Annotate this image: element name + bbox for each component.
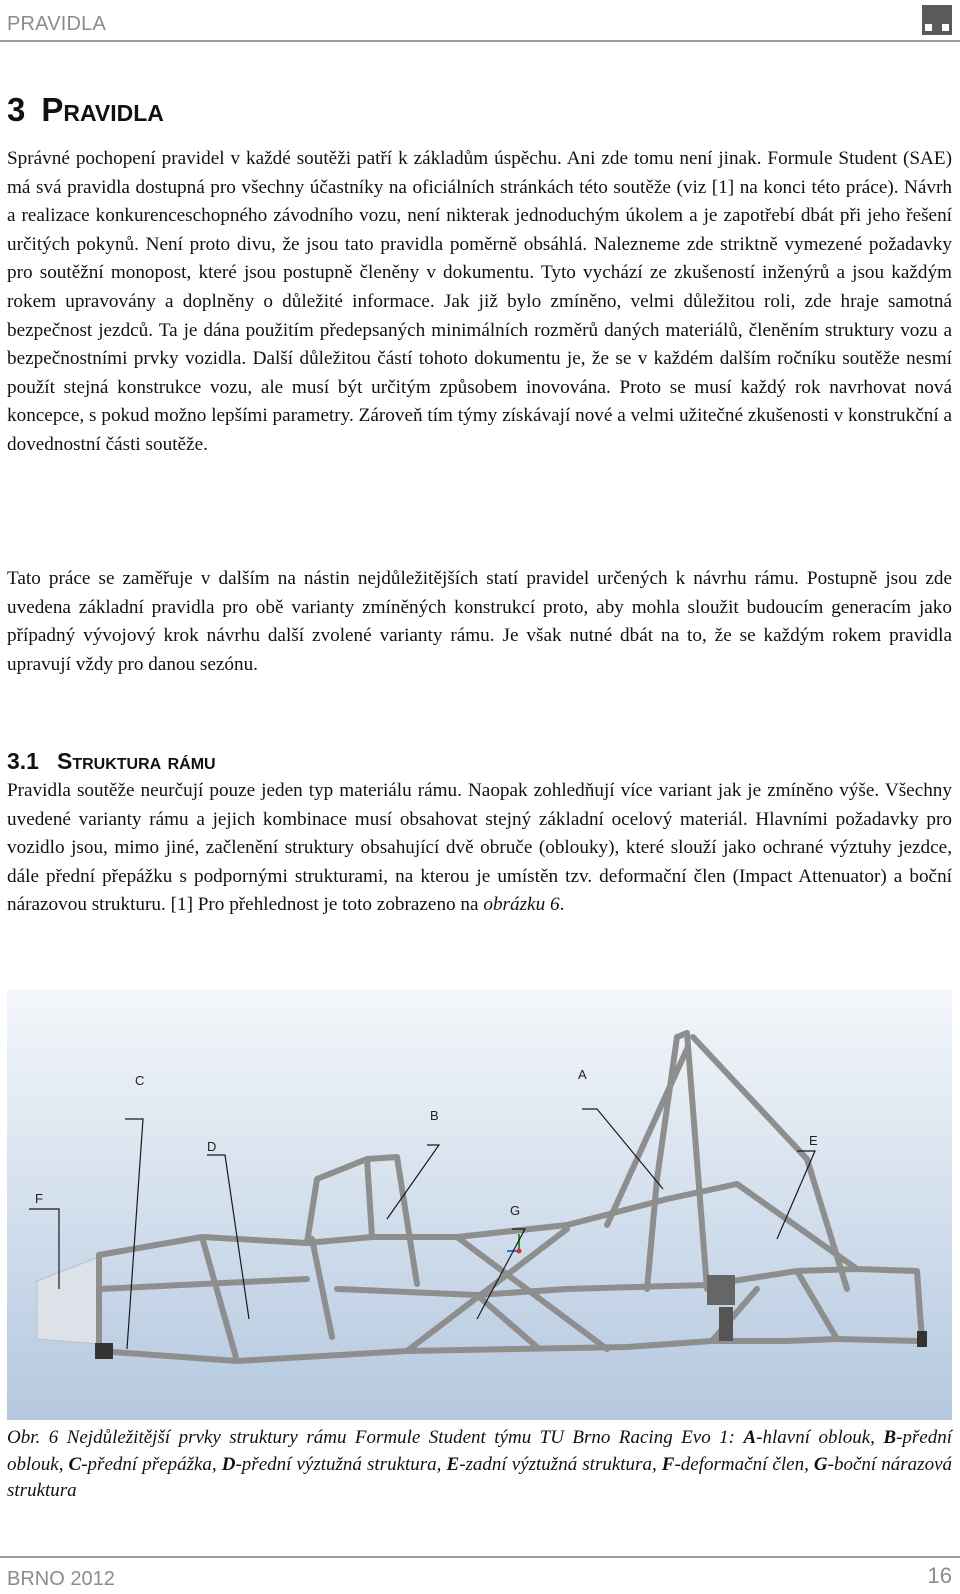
figure-reference: obrázku 6 [483,894,560,916]
footer-location-year: BRNO 2012 [7,1568,115,1590]
frame-tubes [99,1033,922,1361]
caption-key-f: F [661,1453,675,1475]
caption-text-f: -deformační člen, [674,1453,814,1475]
label-b: B [430,1108,439,1123]
caption-key-g: G [813,1453,828,1475]
label-e: E [809,1133,818,1148]
caption-key-c: C [68,1453,82,1475]
caption-text-g: -boční nárazová struktura [7,1453,952,1501]
rear-bracket [917,1331,927,1347]
caption-key-e: E [446,1453,460,1475]
caption-text-d: -přední výztužná struktura, [235,1453,447,1475]
header-rule [0,40,960,42]
chapter-heading [7,91,164,129]
caption-key-d: D [221,1453,236,1475]
suspension-mount [719,1307,733,1341]
label-d: D [207,1139,217,1154]
paragraph-frame-structure [7,777,952,920]
caption-key-b: B [883,1427,897,1448]
label-g: G [510,1203,521,1218]
footer-rule [0,1556,960,1558]
label-c: C [135,1073,145,1088]
figure-caption [7,1425,952,1505]
caption-key-a: A [743,1427,757,1448]
section-number: 3.1 [7,748,39,774]
caption-prefix: Obr. 6 Nejdůležitější prvky struktury rámu Formule Student týmu TU Brno Racing Evo 1: [7,1427,744,1448]
caption-text-e: -zadní výztužná struktura, [459,1453,662,1475]
section-paragraph-text: Pravidla soutěže neurčují pouze jeden typ materiálu rámu. Naopak zohledňují více variant jak je zmíněno výše. Všechny uvedené varianty rámu a jejich kombinace musí obsahovat stejný základní ocelový materiál. Hlavními požadavky pro vozidlo jsou, mimo jiné, začlenění struktury obsahující dvě obruče (oblouky), které slouží jako ochrané výztuhy jezdce, dále přední přepážku s podpornými strukturami, na kterou je umístěn tzv. deformační člen (Impact Attenuator) a boční nárazovou strukturu. [1] Pro přehlednost je toto zobrazeno na [7,780,952,916]
caption-text-c: -přední přepážka, [81,1453,222,1475]
page-number: 16 [927,1563,952,1588]
paragraph-intro: Správné pochopení pravidel v každé soutěži patří k základům úspěchu. Ani zde tomu není jinak. Formule Student (SAE) má svá pravidla dostupná pro všechny účastníky na oficiálních stránkách této soutěže (viz [1] na konci této práce). Návrh a realizace konkurenceschopného závodního vozu, není nikterak jednoduchým úkolem a je zapotřebí dbát při jeho řešení určitých pokynů. Není proto divu, že jsou tato pravidla poměrně obsáhlá. Nalezneme zde striktně vymezené požadavky pro soutěžní monopost, které jsou postupně členěny v dokumentu. Tyto vychází ze zkušeností inženýrů a jsou každým rokem upravovány a doplněny o důležité informace. Jak již bylo zmíněno, velmi důležitou roli, zde hraje samotná bezpečnost jezdců. Ta je dána použitím předepsaných minimálních rozměrů daných materiálů, členěním struktury vozu a bezpečnostními prvky vozidla. Další důležitou částí tohoto dokumentu je, že se v každém dalším ročníku soutěže nesmí použít stejná konstrukce vozu, ale musí být určitým způsobem inovována. Proto se musí každý rok navrhovat nová koncepce, s pokud možno lepšími parametry. Zároveň tím týmy získávají nové a velmi užitečné zkušenosti v konstrukční a dovednostní části soutěže. [7,148,952,455]
label-a: A [578,1067,587,1082]
section-heading [7,748,216,775]
paragraph-scope: Tato práce se zaměřuje v dalším na nástin nejdůležitějších statí pravidel určených k návrhu rámu. Postupně jsou zde uvedena základní pravidla pro obě varianty zmíněných konstrukcí proto, aby mohla sloužit budoucím generacím jako případný vývojový krok návrhu další zvolené varianty rámu. Je však nutné dbát na to, že se každým rokem pravidla upravují vždy pro danou sezónu. [7,568,952,675]
caption-text-a: -hlavní oblouk, [756,1427,884,1448]
frame-illustration [7,989,952,1420]
running-head-title: PRAVIDLA [7,13,107,35]
frame-figure [7,989,952,1420]
sentence-end: . [559,894,565,916]
main-hoop-bracket [707,1275,735,1305]
axis-gizmo [507,1234,522,1254]
section-title: Struktura rámu [56,748,216,774]
brno-university-logo-icon [922,5,952,35]
front-bracket [95,1343,113,1359]
label-f: F [35,1191,43,1206]
caption-text-b: -přední oblouk, [7,1427,953,1475]
chapter-title: Pravidla [41,91,164,128]
impact-attenuator-shape [37,1257,99,1344]
chapter-number: 3 [7,91,26,128]
